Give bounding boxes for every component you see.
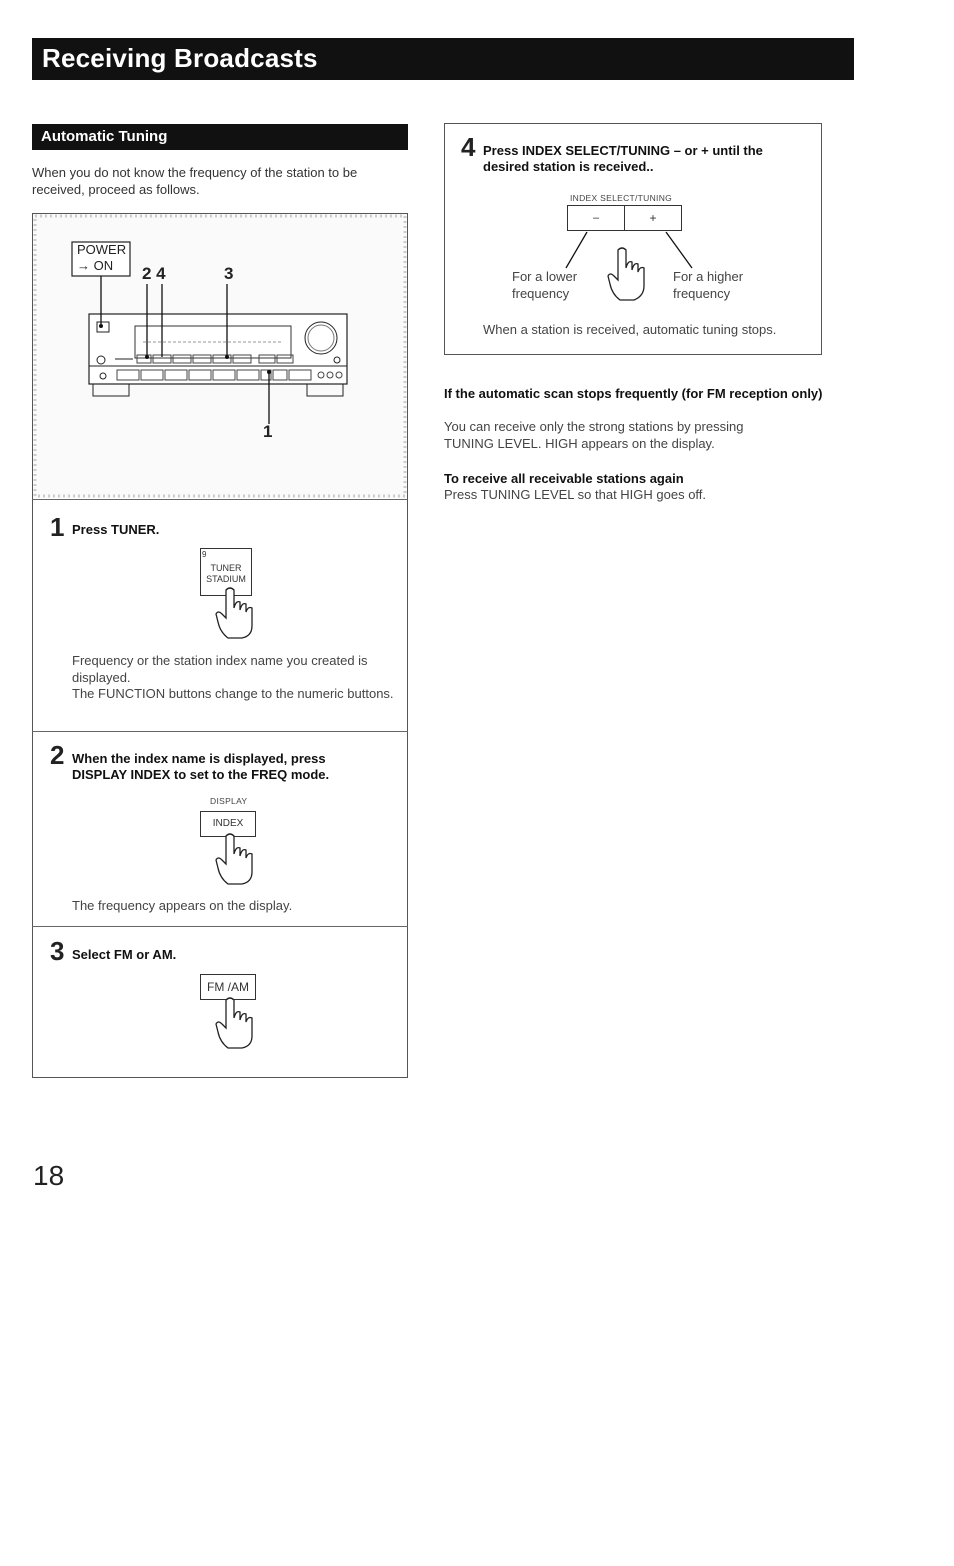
display-index-button: INDEX [200, 811, 256, 837]
step-3-number: 3 [50, 936, 65, 966]
page-title: Receiving Broadcasts [42, 43, 318, 73]
lower-frequency-label [512, 269, 577, 302]
lower-frequency-line1: For a lower [512, 269, 578, 284]
note-1-body: You can receive only the strong stations by pressing TUNING LEVEL. HIGH appears on the display. [444, 419, 744, 451]
power-on-label: → ON [77, 258, 114, 273]
receiver-illustration [33, 214, 407, 498]
section-heading: Automatic Tuning [41, 128, 168, 145]
stadium-button-label: STADIUM [206, 574, 246, 584]
page-title-bar [32, 38, 854, 80]
page-number: 18 [33, 1160, 65, 1191]
pressing-hand-icon [604, 246, 652, 306]
note-2-heading: To receive all receivable stations again [444, 471, 684, 486]
intro-text: When you do not know the frequency of the station to be received, proceed as follows. [32, 165, 358, 197]
step-4-body: When a station is received, automatic tuning stops. [483, 322, 777, 337]
pressing-hand-icon [212, 586, 260, 642]
tuning-minus-button: – [567, 205, 625, 231]
divider [32, 926, 408, 927]
step-2-number: 2 [50, 740, 65, 770]
callout-1: 1 [263, 422, 273, 441]
divider [32, 499, 408, 500]
tuner-button-number: 9 [202, 550, 207, 559]
display-caption: DISPLAY [210, 796, 248, 806]
step-2-heading: When the index name is displayed, press DISPLAY INDEX to set to the FREQ mode. [72, 751, 330, 782]
tuner-button-label: TUNER [210, 563, 242, 573]
fm-am-button: FM /AM [200, 974, 256, 1000]
tuning-plus-button: + [624, 205, 682, 231]
step-1-heading: Press TUNER. [72, 522, 160, 537]
higher-frequency-line2: frequency [673, 285, 731, 301]
note-1-heading: If the automatic scan stops frequently (for FM reception only) [444, 386, 823, 401]
step-4-number: 4 [461, 132, 476, 162]
section-heading-bar [32, 124, 408, 150]
lower-frequency-line2: frequency [512, 285, 570, 301]
step-2-body: The frequency appears on the display. [72, 898, 293, 913]
index-select-tuning-caption: INDEX SELECT/TUNING [570, 193, 673, 203]
higher-frequency-label [673, 269, 743, 302]
pressing-hand-icon [212, 996, 260, 1052]
step-1-body-2: The FUNCTION buttons change to the numeric buttons. [72, 686, 394, 701]
callout-2-4: 2 4 [142, 264, 166, 283]
pressing-hand-icon [212, 832, 260, 888]
step-4-heading: Press INDEX SELECT/TUNING – or + until the desired station is received.. [483, 143, 763, 174]
step-1-number: 1 [50, 512, 65, 542]
note-2-body: Press TUNING LEVEL so that HIGH goes off. [444, 487, 707, 502]
divider [32, 731, 408, 732]
step-1-body-1: Frequency or the station index name you created is displayed. [72, 653, 368, 685]
callout-3: 3 [224, 264, 234, 283]
higher-frequency-line1: For a higher [673, 269, 744, 284]
power-label: POWER [77, 242, 127, 257]
step-3-heading: Select FM or AM. [72, 947, 177, 962]
